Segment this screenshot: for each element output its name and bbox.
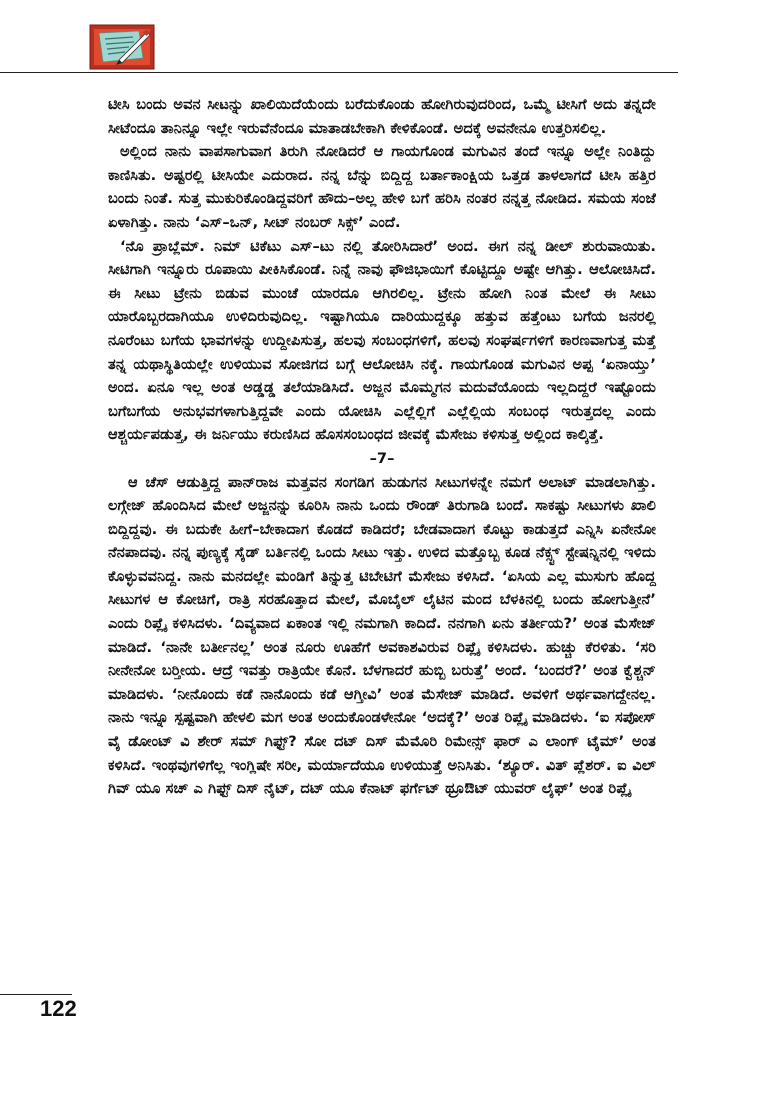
header-rule xyxy=(0,72,678,73)
paper-pen-logo-icon xyxy=(89,24,155,70)
paragraph-2: ಅಲ್ಲಿಂದ ನಾನು ವಾಪಸಾಗುವಾಗ ತಿರುಗಿ ನೋಡಿದರೆ ಆ ಗಾಯಗೊಂಡ ಮಗುವಿನ ತಂದೆ ಇನ್ನೂ ಅಲ್ಲೇ ನಿಂತಿದ್ದು ಕಾಣಿಸಿತು. ಅಷ್ಟರಲ್ಲಿ ಟೀಸಿಯೇ ಎದುರಾದ. ನನ್ನ ಬೆನ್ನು ಬಿದ್ದಿದ್ದ ಬರ್ತಾಕಾಂಕ್ಷಿಯ ಒತ್ತಡ ತಾಳಲಾಗದೆ ಟೀಸಿ ಹತ್ತಿರ ಬಂದು ನಿಂತೆ. ಸುತ್ತ ಮುಕುರಿಕೊಂಡಿದ್ದವರಿಗೆ ಹೌದು–ಅಲ್ಲ ಹೇಳಿ ಬಗೆ ಹರಿಸಿ ನಂತರ ನನ್ನತ್ತ ನೋಡಿದ. ಸಮಯ ಸಂಜೆ ಏಳಾಗಿತ್ತು. ನಾನು ‘ಎಸ್–ಒನ್, ಸೀಟ್ ನಂಬರ್ ಸಿಕ್ಸ್’ ಎಂದೆ. xyxy=(108,143,656,231)
section-marker: –7– xyxy=(369,449,395,467)
page-body xyxy=(108,93,656,801)
paragraph-1: ಟೀಸಿ ಬಂದು ಅವನ ಸೀಟನ್ನು ಖಾಲಿಯಿದೆಯೆಂದು ಬರೆದುಕೊಂಡು ಹೋಗಿರುವುದರಿಂದ, ಒಮ್ಮೆ ಟೀಸಿಗೆ ಅದು ತನ್ನದೇ ಸೀಟೆಂದೂ ತಾನಿನ್ನೂ ಇಲ್ಲೇ ಇರುವೆನೆಂದೂ ಮಾತಾಡಬೇಕಾಗಿ ಕೇಳಿಕೊಂಡೆ. ಅದಕ್ಕೆ ಅವನೇನೂ ಉತ್ತರಿಸಲಿಲ್ಲ. xyxy=(108,96,656,137)
page-number-rule xyxy=(0,994,72,995)
paragraph-4: ಆ ಚೆಸ್ ಆಡುತ್ತಿದ್ದ ಪಾನ್‌ರಾಜ ಮತ್ತವನ ಸಂಗಡಿಗ ಹುಡುಗನ ಸೀಟುಗಳನ್ನೇ ನಮಗೆ ಅಲಾಟ್ ಮಾಡಲಾಗಿತ್ತು. ಲಗ್ಗೇಜ್ ಹೊಂದಿಸಿದ ಮೇಲೆ ಅಜ್ಜನನ್ನು ಕೂರಿಸಿ ನಾನು ಒಂದು ರೌಂಡ್ ತಿರುಗಾಡಿ ಬಂದೆ. ಸಾಕಷ್ಟು ಸೀಟುಗಳು ಖಾಲಿ ಬಿದ್ದಿದ್ದವು. ಈ ಬದುಕೇ ಹೀಗೆ–ಬೇಕಾದಾಗ ಕೊಡದೆ ಕಾಡಿದರೆ; ಬೇಡವಾದಾಗ ಕೊಟ್ಟು ಕಾಡುತ್ತದೆ ಎನ್ನಿಸಿ ಏನೇನೋ ನೆನಪಾದವು. ನನ್ನ ಪುಣ್ಯಕ್ಕೆ ಸೈಡ್ ಬರ್ತಿನಲ್ಲಿ ಒಂದು ಸೀಟು ಇತ್ತು. ಉಳಿದ ಮತ್ತೊಬ್ಬ ಕೂಡ ನೆಕ್ಸ್ಟ್ ಸ್ಟೇಷನ್ನಿನಲ್ಲಿ ಇಳಿದು ಕೊಳ್ಳುವವನಿದ್ದ. ನಾನು ಮನದಲ್ಲೇ ಮಂಡಿಗೆ ತಿನ್ನುತ್ತ ಟಿಬೇಟಿಗೆ ಮೆಸೇಜು ಕಳಿಸಿದೆ. ‘ಏಸಿಯ ಎಲ್ಲ ಮುಸುಗು ಹೊದ್ದ ಸೀಟುಗಳ ಆ ಕೋಚಿಗೆ, ರಾತ್ರಿ ಸರಹೊತ್ತಾದ ಮೇಲೆ, ಮೊಬೈಲ್ ಲೈಟಿನ ಮಂದ ಬೆಳಕಿನಲ್ಲಿ ಬಂದು ಹೋಗುತ್ತೀನೆ’ ಎಂದು ರಿಪ್ಲೈ ಕಳಿಸಿದಳು. ‘ದಿವ್ಯವಾದ ಏಕಾಂತ ಇಲ್ಲಿ ನಮಗಾಗಿ ಕಾದಿದೆ. ನನಗಾಗಿ ಏನು ತರ್ತೀಯ?’ ಅಂತ ಮೆಸೇಜ್ ಮಾಡಿದೆ. ‘ನಾನೇ ಬರ್ತೀನಲ್ಲ’ ಅಂತ ನೂರು ಊಹೆಗೆ ಅವಕಾಶವಿರುವ ರಿಪ್ಲೈ ಕಳಿಸಿದಳು. ಹುಚ್ಚು ಕೆರಳಿತು. ‘ಸರಿ ನೀನೇನೋ ಬರ್‍ತೀಯ. ಆದ್ರೆ ಇವತ್ತು ರಾತ್ರಿಯೇ ಕೊನೆ. ಬೆಳಗಾದರೆ ಹುಬ್ಬಿ ಬರುತ್ತೆ’ ಅಂದೆ. ‘ಬಂದರೆ?’ ಅಂತ ಕ್ವೆಶ್ಚನ್ ಮಾಡಿದಳು. ‘ನೀನೊಂದು ಕಡೆ ನಾನೊಂದು ಕಡೆ ಆಗ್ತೀವಿ’ ಅಂತ ಮೆಸೇಜ್ ಮಾಡಿದೆ. ಅವಳಿಗೆ ಅರ್ಥವಾಗದ್ದೇನಲ್ಲ. ನಾನು ಇನ್ನೂ ಸ್ಪಷ್ಟವಾಗಿ ಹೇಳಲಿ ಮಗ ಅಂತ ಅಂದುಕೊಂಡಳೇನೋ ‘ಅದಕ್ಕೆ?’ ಅಂತ ರಿಪ್ಲೈ ಮಾಡಿದಳು. ‘ಐ ಸಪೋಸ್ ವೈ ಡೋಂಟ್ ವಿ ಶೇರ್ ಸಮ್ ಗಿಫ್ಟ್? ಸೋ ದಟ್ ದಿಸ್ ಮೆಮೊರಿ ರಿಮೇನ್ಸ್ ಫಾರ್ ಎ ಲಾಂಗ್ ಟೈಮ್’ ಅಂತ ಕಳಿಸಿದೆ. ಇಂಥವುಗಳಿಗೆಲ್ಲ ಇಂಗ್ಲಿಷೇ ಸರೀ, ಮರ್ಯಾದೆಯೂ ಉಳಿಯುತ್ತೆ ಅನಿಸಿತು. ‘ಶ್ಯೂರ್. ವಿತ್ ಪ್ಲೆಶರ್. ಐ ವಿಲ್ ಗಿವ್ ಯೂ ಸಚ್ ಎ ಗಿಫ್ಟ್ ದಿಸ್ ನೈಟ್, ದಟ್ ಯೂ ಕೆನಾಟ್ ಫರ್ಗೆಟ್ ಥ್ರೂಔಟ್ ಯುವರ್ ಲೈಫ್’ ಅಂತ ರಿಪ್ಲೈ xyxy=(108,473,656,798)
paragraph-3: ‘ನೊ ಪ್ರಾಬ್ಲೆಮ್. ನಿಮ್ ಟಿಕೆಟು ಎಸ್–ಟು ನಲ್ಲಿ ತೋರಿಸಿದಾರೆ’ ಅಂದ. ಈಗ ನನ್ನ ಡೀಲ್ ಶುರುವಾಯಿತು. ಸೀಟಿಗಾಗಿ ಇನ್ನೂರು ರೂಪಾಯಿ ಪೀಕಿಸಿಕೊಂಡೆ. ನಿನ್ನೆ ನಾವು ಫೌಜಿಭಾಯಿಗೆ ಕೊಟ್ಟಿದ್ದೂ ಅಷ್ಟೇ ಆಗಿತ್ತು. ಆಲೋಚಿಸಿದೆ. ಈ ಸೀಟು ಟ್ರೇನು ಬಿಡುವ ಮುಂಚೆ ಯಾರದೂ ಆಗಿರಲಿಲ್ಲ. ಟ್ರೇನು ಹೋಗಿ ನಿಂತ ಮೇಲೆ ಈ ಸೀಟು ಯಾರೊಬ್ಬರದಾಗಿಯೂ ಉಳಿದಿರುವುದಿಲ್ಲ. ಇಷ್ಟಾಗಿಯೂ ದಾರಿಯುದ್ದಕ್ಕೂ ಹತ್ತುವ ಹತ್ತೆಂಟು ಬಗೆಯ ಜನರಲ್ಲಿ ನೂರೆಂಟು ಬಗೆಯ ಭಾವಗಳನ್ನು ಉದ್ದೀಪಿಸುತ್ತ, ಹಲವು ಸಂಬಂಧಗಳಿಗೆ, ಹಲವು ಸಂಘರ್ಷಗಳಿಗೆ ಕಾರಣವಾಗುತ್ತ ಮತ್ತೆ ತನ್ನ ಯಥಾಸ್ಥಿತಿಯಲ್ಲೇ ಉಳಿಯುವ ಸೋಜಿಗದ ಬಗ್ಗೆ ಆಲೋಚಿಸಿ ನಕ್ಕೆ. ಗಾಯಗೊಂಡ ಮಗುವಿನ ಅಪ್ಪ ‘ಏನಾಯ್ತು’ ಅಂದ. ಏನೂ ಇಲ್ಲ ಅಂತ ಅಡ್ಡಡ್ಡ ತಲೆಯಾಡಿಸಿದೆ. ಅಜ್ಜನ ಮೊಮ್ಮಗನ ಮದುವೆಯೊಂದು ಇಲ್ಲದಿದ್ದರೆ ಇಷ್ಟೊಂದು ಬಗೆಬಗೆಯ ಅನುಭವಗಳಾಗುತ್ತಿದ್ದವೇ ಎಂದು ಯೋಚಿಸಿ ಎಲ್ಲೆಲ್ಲಿಗೆ ಎಲ್ಲೆಲ್ಲಿಯ ಸಂಬಂಧ ಇರುತ್ತದಲ್ಲ ಎಂದು ಆಶ್ಚರ್ಯಪಡುತ್ತ, ಈ ಜರ್ನಿಯು ಕರುಣಿಸಿದ ಹೊಸಸಂಬಂಧದ ಜೀವಕ್ಕೆ ಮೆಸೇಜು ಕಳಿಸುತ್ತ ಅಲ್ಲಿಂದ ಕಾಲ್ಕಿತ್ತೆ. xyxy=(108,237,656,444)
page-number: 122 xyxy=(40,996,77,1021)
